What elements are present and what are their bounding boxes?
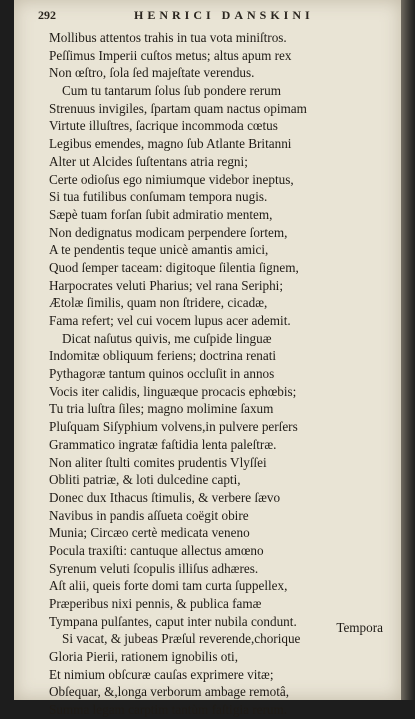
verse-line: Strenuus invigiles, ſpartam quam nactus opimam <box>49 100 307 116</box>
verse-line: Si vacat, & jubeas Præſul reverende,chorique <box>62 631 301 647</box>
verse-line: Vocis iter calidis, linguæque procacis ephœbis; <box>49 383 297 399</box>
verse-line: Cum tu tantarum ſolus ſub pondere rerum <box>62 83 282 99</box>
verse-line: Aſt alii, queis forte domi tam curta ſuppellex, <box>49 578 288 594</box>
verse-line: Pythagoræ tantum quinos occluſit in annos <box>49 366 275 382</box>
verse-line: Legibus emendes, magno ſub Atlante Britanni <box>49 136 292 152</box>
verse-line: Non aliter ſtulti comites prudentis Vlyſſei <box>49 454 267 470</box>
verse-line: Donec dux Ithacus ſtimulis, & verbere ſævo <box>49 489 281 505</box>
verse-line: Sæpè tuam forſan ſubit admiratio mentem, <box>49 206 273 222</box>
page-number: 292 <box>38 8 56 22</box>
verse-line: Si tua futilibus conſumam tempora nugis. <box>49 189 268 205</box>
verse-line: Munia; Circæo certè medicata veneno <box>49 525 250 541</box>
verse-line: Dicat naſutus quivis, me cuſpide linguæ <box>62 330 272 346</box>
verse-line: Alter ut Alcides ſuſtentans atria regni; <box>49 153 248 169</box>
verse-line: Obliti patriæ, & loti dulcedine capti, <box>49 472 241 488</box>
verse-line: Tympana pulſantes, caput inter nubila condunt. <box>49 613 297 629</box>
verse-line: Ætolæ ſimilis, quam non ſtridere, cicadæ, <box>49 295 268 311</box>
verse-line: Harpocrates veluti Pharius; vel rana Seriphi; <box>49 277 284 293</box>
verse-line: Præperibus nixi pennis, & publica famæ <box>49 596 262 611</box>
catchword: Tempora <box>336 620 383 635</box>
verse-line: Peſſimus Imperii cuſtos metus; altus apum rex <box>49 47 292 63</box>
verse-line: Summa legam carptim tantùm faſtigia rerum. <box>49 702 288 718</box>
verse-line: Grammatico ingratæ faſtidia lenta paleſtræ. <box>49 436 277 452</box>
book-gutter <box>401 0 415 700</box>
verse-line: Et nimium obſcuræ cauſas exprimere vitæ; <box>49 666 274 682</box>
verse-line: Tu tria luſtra ſiles; magno molimine ſaxum <box>49 401 274 417</box>
book-page <box>14 0 401 718</box>
verse-line: Fama refert; vel cui vocem lupus acer ademit. <box>49 313 291 328</box>
verse-line: Non œſtro, ſola ſed majeſtate verendus. <box>49 65 255 81</box>
verse-line: Obſequar, &,longa verborum ambage remotâ, <box>49 684 290 700</box>
verse-line: Indomitæ obliquum feriens; doctrina renati <box>49 348 277 364</box>
verse-line: Gloria Pierii, rationem ignobilis oti, <box>49 649 238 665</box>
verse-line: Pocula traxiſti: cantuque allectus amœno <box>49 542 264 558</box>
verse-line: Virtute illuſtres, ſacrique incommoda cœtus <box>49 118 278 134</box>
verse-line: A te pendentis teque unicè amantis amici, <box>49 242 269 258</box>
verse-line: Non dedignatus modicam perpendere ſortem, <box>49 224 288 240</box>
running-title: HENRICI DANSKINI <box>134 8 314 22</box>
verse-line: Mollibus attentos trahis in tua vota miniſtros. <box>49 30 287 45</box>
verse-line: Syrenum veluti ſcopulis illiſus adhæres. <box>49 560 259 576</box>
verse-line: Navibus in pandis aſſueta coëgit obire <box>49 507 249 523</box>
verse-line: Certe odioſus ego nimiumque videbor ineptus, <box>49 171 294 187</box>
verse-line: Pluſquam Siſyphium volvens,in pulvere perſers <box>49 419 298 435</box>
verse-line: Quod ſemper taceam: digitoque ſilentia ſignem, <box>49 259 299 275</box>
verse-text <box>49 29 391 719</box>
